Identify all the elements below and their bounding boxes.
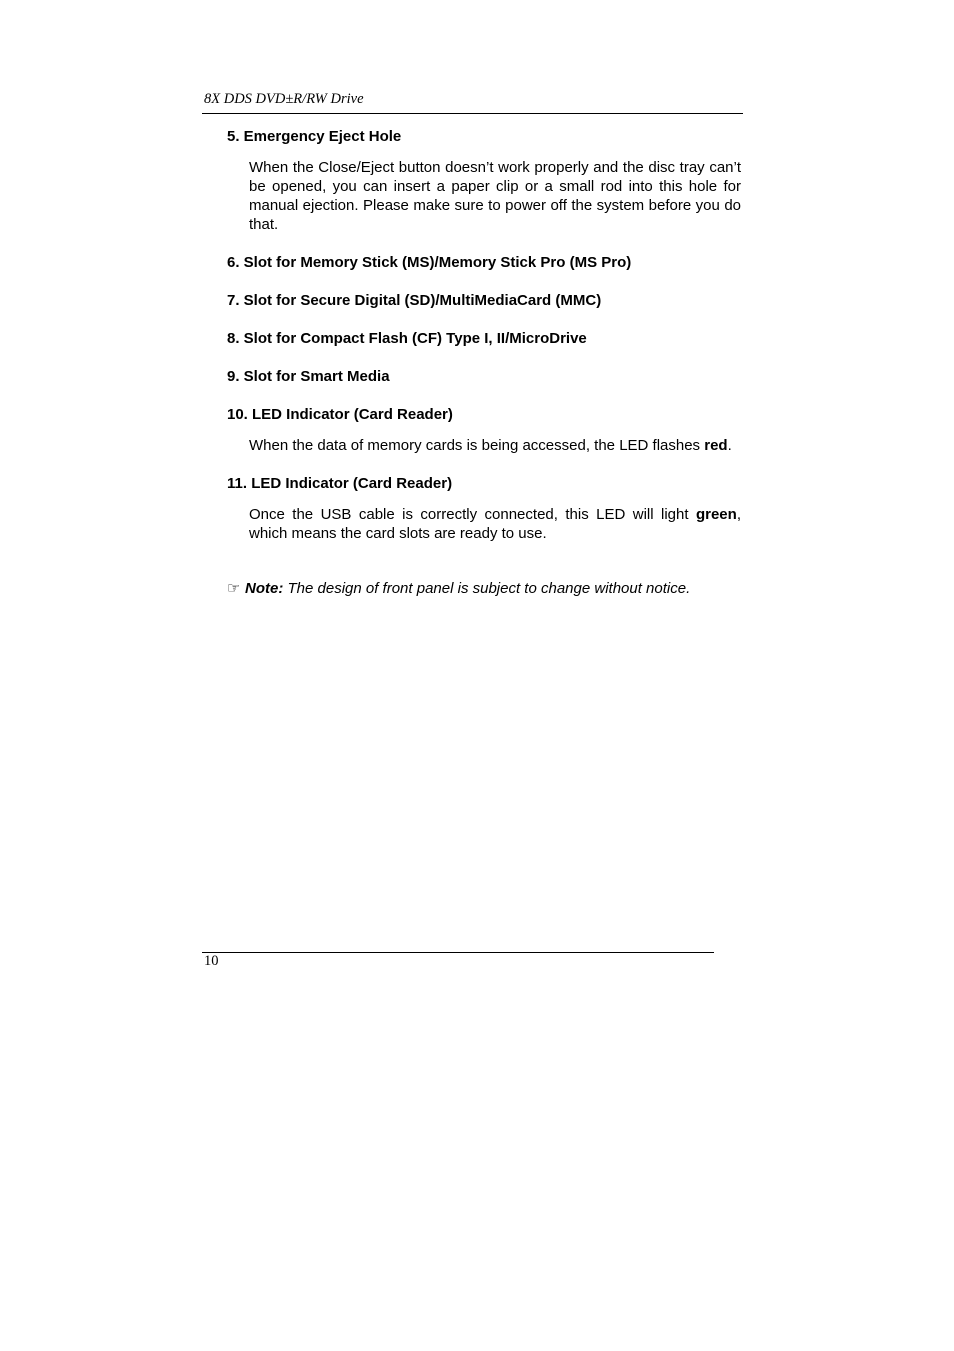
section-memory-stick-slot — [227, 253, 741, 272]
section-heading: 9. Slot for Smart Media — [227, 368, 390, 385]
section-paragraph — [249, 505, 741, 543]
section-led-indicator-red — [227, 405, 741, 455]
paragraph-text: When the data of memory cards is being accessed, the LED flashes — [249, 437, 705, 454]
footer-rule — [202, 952, 714, 953]
note — [227, 579, 741, 598]
section-paragraph — [249, 436, 741, 455]
section-emergency-eject-hole — [227, 127, 741, 234]
section-heading: 11. LED Indicator (Card Reader) — [227, 475, 453, 492]
note-label: Note: — [245, 580, 284, 597]
pointing-hand-icon: ☞ — [227, 580, 241, 597]
section-heading: 5. Emergency Eject Hole — [227, 128, 402, 145]
section-led-indicator-green — [227, 474, 741, 543]
section-smart-media-slot — [227, 367, 741, 386]
section-heading: 6. Slot for Memory Stick (MS)/Memory Stick Pro (MS Pro) — [227, 254, 632, 271]
section-heading: 10. LED Indicator (Card Reader) — [227, 406, 453, 423]
paragraph-emphasis: red — [704, 437, 728, 454]
section-heading: 7. Slot for Secure Digital (SD)/MultiMediaCard (MMC) — [227, 292, 602, 309]
section-compact-flash-slot — [227, 329, 741, 348]
section-sd-mmc-slot — [227, 291, 741, 310]
page-number: 10 — [204, 953, 219, 969]
section-paragraph: When the Close/Eject button doesn’t work properly and the disc tray can’t be opened, you can insert a paper clip or a small rod into this hole for manual ejection. Please make sure to power off the system before you do that. — [249, 159, 741, 233]
paragraph-text: . — [727, 437, 732, 454]
header-rule — [202, 113, 743, 114]
section-heading: 8. Slot for Compact Flash (CF) Type I, II/MicroDrive — [227, 330, 587, 347]
note-text: The design of front panel is subject to change without notice. — [283, 580, 691, 597]
paragraph-emphasis: green — [695, 506, 737, 523]
paragraph-text: , which means the card slots are ready to use. — [249, 506, 741, 542]
paragraph-text: Once the USB cable is correctly connected, this LED will light — [249, 506, 696, 523]
running-header: 8X DDS DVD±R/RW Drive — [204, 91, 364, 107]
page-body — [227, 127, 741, 613]
